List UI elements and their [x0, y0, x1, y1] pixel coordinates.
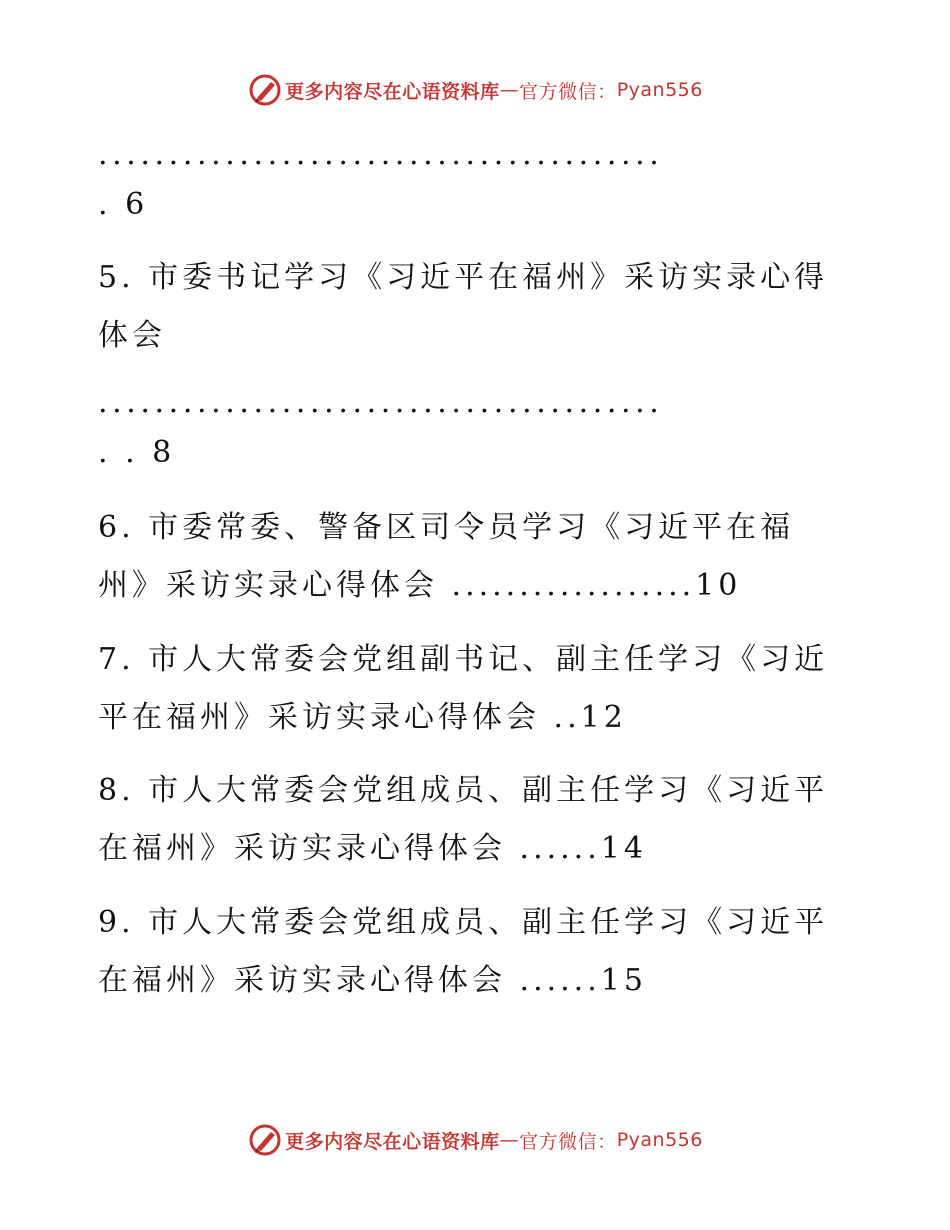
- banner-title: 更多内容尽在心语资料库: [285, 1130, 500, 1153]
- banner-wechat-label: 官方微信：: [519, 1130, 617, 1153]
- banner-dash: —: [499, 1129, 520, 1151]
- banner-wechat-label: 官方微信：: [519, 80, 617, 103]
- toc-entry-7-cont: 平在福州》采访实录心得体会 ..12: [98, 700, 627, 735]
- toc-page-number: . . 8: [98, 435, 176, 470]
- banner-wechat-id: Pyan556: [616, 1129, 703, 1151]
- banner-title: 更多内容尽在心语资料库: [285, 80, 500, 103]
- toc-entry-7[interactable]: 7. 市人大常委会党组副书记、副主任学习《习近: [98, 642, 829, 677]
- toc-entry-9-cont: 在福州》采访实录心得体会 ......15: [98, 963, 647, 998]
- banner-wechat-id: Pyan556: [616, 79, 703, 101]
- footer-banner: [0, 1120, 950, 1160]
- toc-entry-8[interactable]: 8. 市人大常委会党组成员、副主任学习《习近平: [98, 773, 829, 808]
- toc-entry-5-cont: 体会: [98, 318, 166, 353]
- toc-leader-dots: ........................................: [98, 385, 664, 420]
- pen-logo-icon: [247, 72, 283, 108]
- pen-logo-icon: [247, 1122, 283, 1158]
- toc-page-number: . 6: [98, 187, 149, 222]
- banner-dash: —: [499, 79, 520, 101]
- header-banner: [0, 70, 950, 110]
- toc-leader-dots: ........................................: [98, 137, 664, 172]
- toc-entry-6[interactable]: 6. 市委常委、警备区司令员学习《习近平在福: [98, 510, 795, 545]
- toc-entry-5[interactable]: 5. 市委书记学习《习近平在福州》采访实录心得: [98, 260, 829, 295]
- toc-entry-9[interactable]: 9. 市人大常委会党组成员、副主任学习《习近平: [98, 905, 829, 940]
- toc-entry-8-cont: 在福州》采访实录心得体会 ......14: [98, 831, 647, 866]
- toc-entry-6-cont: 州》采访实录心得体会 ..................10: [98, 568, 742, 603]
